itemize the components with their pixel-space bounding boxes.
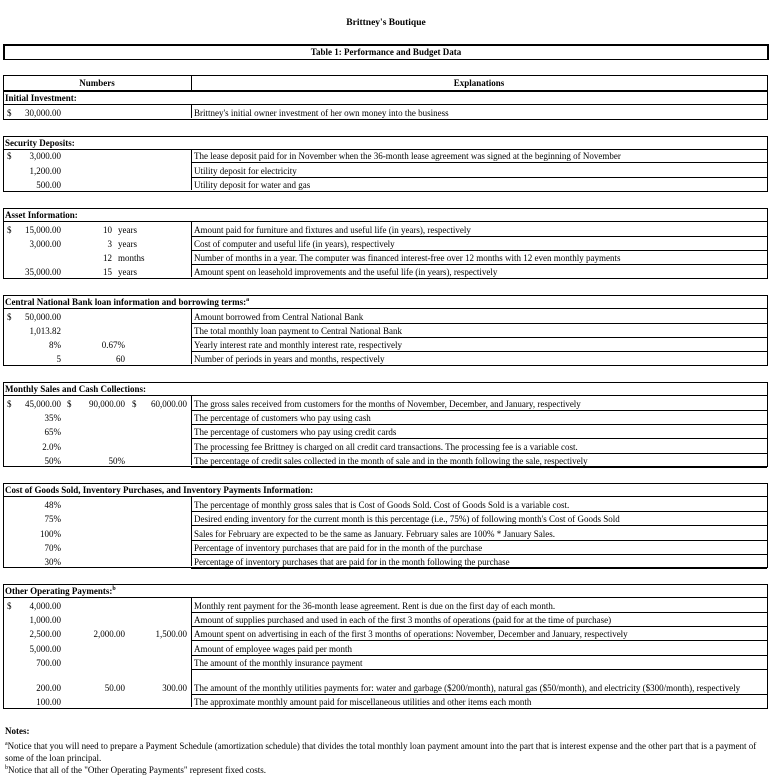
note-a <box>5 738 760 764</box>
asset-heading-text: Asset Information: <box>5 210 78 220</box>
other-value-1: 200.00 <box>36 683 61 693</box>
cogs-value-1: 70% <box>44 543 61 553</box>
note-b <box>5 765 266 775</box>
sales-row-rule <box>191 467 767 468</box>
security-value-1: 3,000.00 <box>29 151 61 161</box>
initial-heading-text: Initial Investment: <box>5 93 77 103</box>
security-value-1: 500.00 <box>36 180 61 190</box>
cogs-row-rule <box>191 554 767 555</box>
initial-explanation: Brittney's initial owner investment of her own money into the business <box>194 108 449 118</box>
sales-heading-rule <box>3 395 767 396</box>
other-value-1: 5,000.00 <box>29 644 61 654</box>
asset-unit: years <box>118 267 137 277</box>
cogs-explanation: Percentage of inventory purchases that are paid for in the month following the purchase <box>194 557 510 567</box>
asset-value-1: 35,000.00 <box>25 267 61 277</box>
other-explanation: The amount of the monthly insurance payment <box>194 658 363 668</box>
sales-value-2: 50% <box>108 456 125 466</box>
security-section <box>3 136 768 192</box>
initial-divider <box>191 104 192 118</box>
loan-value-1: 5 <box>56 354 61 364</box>
asset-unit: years <box>118 225 137 235</box>
note-a-text: Notice that you will need to prepare a Payment Schedule (amortization schedule) that divides the total monthly loan payment amount into the part that is interest expense and the other part that is a payment of some of the loan principal. <box>5 741 757 763</box>
note-b-mark: b <box>5 765 8 771</box>
asset-value-1: 3,000.00 <box>29 239 61 249</box>
cogs-row-rule <box>191 540 767 541</box>
other-value-2: 2,000.00 <box>93 629 125 639</box>
table-title: Table 1: Performance and Budget Data <box>310 47 462 57</box>
sales-row-rule <box>191 424 767 425</box>
other-row-rule <box>191 626 767 627</box>
security-value-1: 1,200.00 <box>29 166 61 176</box>
sales-value-2: 90,000.00 <box>89 399 125 409</box>
asset-value-1: 15,000.00 <box>25 225 61 235</box>
asset-value-2: 10 <box>103 225 112 235</box>
other-explanation: Amount of employee wages paid per month <box>194 644 352 654</box>
other-heading-rule <box>3 597 767 598</box>
initial-row-rule <box>191 119 767 120</box>
other-row-rule <box>191 612 767 613</box>
security-divider <box>191 149 192 190</box>
other-value-1: 4,000.00 <box>29 601 61 611</box>
loan-divider <box>191 308 192 364</box>
asset-heading <box>5 210 78 220</box>
sales-value-3: 60,000.00 <box>151 399 187 409</box>
security-explanation: The lease deposit paid for in November when the 36-month lease agreement was signed at the beginning of November <box>194 151 621 161</box>
asset-explanation: Amount paid for furniture and fixtures and useful life (in years), respectively <box>194 225 471 235</box>
other-value-1: 100.00 <box>36 697 61 707</box>
asset-heading-rule <box>3 221 767 222</box>
sales-explanation: The gross sales received from customers for the months of November, December, and January, respectively <box>194 399 581 409</box>
loan-explanation: Number of periods in years and months, respectively <box>194 354 385 364</box>
cogs-value-1: 30% <box>44 557 61 567</box>
security-row-rule <box>191 177 767 178</box>
dollar-sign: $ <box>7 399 12 409</box>
loan-explanation: Amount borrowed from Central National Bank <box>194 312 364 322</box>
initial-heading-rule <box>3 104 767 105</box>
other-value-1: 2,500.00 <box>29 629 61 639</box>
sales-row-rule <box>191 453 767 454</box>
sales-value-1: 35% <box>44 413 61 423</box>
dollar-sign: $ <box>7 151 12 161</box>
security-heading <box>5 138 75 148</box>
header-explanations: Explanations <box>453 78 505 88</box>
other-row-rule <box>191 708 767 709</box>
loan-value-2: 60 <box>116 354 125 364</box>
asset-explanation: Amount spent on leasehold improvements and the useful life (in years), respectively <box>194 267 498 277</box>
other-value-1: 1,000.00 <box>29 615 61 625</box>
dollar-sign: $ <box>67 399 72 409</box>
note-a-mark: a <box>5 741 8 747</box>
other-heading-text: Other Operating Payments: <box>5 586 113 596</box>
cogs-row-rule <box>191 568 767 569</box>
initial-value-1: 30,000.00 <box>25 108 61 118</box>
loan-heading-text: Central National Bank loan information and borrowing terms: <box>5 297 247 307</box>
asset-explanation: Cost of computer and useful life (in years), respectively <box>194 239 395 249</box>
cogs-row-rule <box>191 511 767 512</box>
sales-divider <box>191 395 192 465</box>
dollar-sign: $ <box>7 108 12 118</box>
notes-heading: Notes: <box>5 726 30 736</box>
loan-heading-footnote-mark: a <box>246 297 250 303</box>
loan-value-1: 8% <box>49 340 61 350</box>
asset-unit: years <box>118 239 137 249</box>
cogs-value-1: 75% <box>44 514 61 524</box>
cogs-explanation: Desired ending inventory for the current month is this percentage (i.e., 75%) of following month's Cost of Goods Sold <box>194 514 620 524</box>
asset-row-rule <box>191 250 767 251</box>
asset-row-rule <box>191 278 767 279</box>
other-value-1: 700.00 <box>36 658 61 668</box>
loan-explanation: Yearly interest rate and monthly interest rate, respectively <box>194 340 403 350</box>
loan-value-2: 0.67% <box>101 340 125 350</box>
asset-explanation: Number of months in a year. The computer was financed interest-free over 12 months with 12 even monthly payments <box>194 253 621 263</box>
other-explanation: Monthly rent payment for the 36-month lease agreement. Rent is due on the first day of each month. <box>194 601 556 611</box>
asset-value-2: 3 <box>107 239 112 249</box>
other-explanation: The approximate monthly amount paid for miscellaneous utilities and other items each month <box>194 697 532 707</box>
other-value-2: 50.00 <box>104 683 125 693</box>
loan-row-rule <box>191 351 767 352</box>
sales-explanation: The percentage of customers who pay using credit cards <box>194 427 397 437</box>
loan-value-1: 1,013.82 <box>29 326 61 336</box>
loan-value-1: 50,000.00 <box>25 312 61 322</box>
other-heading <box>5 586 116 596</box>
cogs-explanation: The percentage of monthly gross sales that is Cost of Goods Sold. Cost of Goods Sold is a variable cost. <box>194 500 570 510</box>
sales-value-1: 50% <box>44 456 61 466</box>
security-heading-text: Security Deposits: <box>5 138 75 148</box>
asset-divider <box>191 221 192 277</box>
loan-heading-rule <box>3 308 767 309</box>
security-explanation: Utility deposit for electricity <box>194 166 297 176</box>
other-row-rule <box>191 669 767 670</box>
other-row-rule <box>191 694 767 695</box>
sales-value-1: 65% <box>44 427 61 437</box>
dollar-sign: $ <box>7 225 12 235</box>
loan-explanation: The total monthly loan payment to Central National Bank <box>194 326 402 336</box>
loan-row-rule <box>191 323 767 324</box>
other-explanation: Amount spent on advertising in each of the first 3 months of operations: November, December and January, respectively <box>194 629 628 639</box>
dollar-sign: $ <box>7 601 12 611</box>
security-explanation: Utility deposit for water and gas <box>194 180 311 190</box>
sales-row-rule <box>191 438 767 439</box>
dollar-sign: $ <box>132 399 137 409</box>
header-numbers: Numbers <box>79 78 115 88</box>
note-b-text: Notice that all of the "Other Operating Payments" represent fixed costs. <box>8 765 267 775</box>
cogs-value-1: 100% <box>40 529 61 539</box>
cogs-row-rule <box>191 525 767 526</box>
sales-heading-text: Monthly Sales and Cash Collections: <box>5 384 147 394</box>
document-title: Brittney's Boutique <box>346 18 426 28</box>
initial-heading <box>5 93 77 103</box>
sales-explanation: The processing fee Brittney is charged on all credit card transactions. The processing fee is a variable cost. <box>194 442 578 452</box>
asset-row-rule <box>191 264 767 265</box>
cogs-explanation: Sales for February are expected to be the same as January. February sales are 100% * January Sales. <box>194 529 556 539</box>
other-value-3: 1,500.00 <box>155 629 187 639</box>
asset-value-2: 12 <box>103 253 112 263</box>
security-row-rule <box>191 191 767 192</box>
security-row-rule <box>191 162 767 163</box>
dollar-sign: $ <box>7 312 12 322</box>
sales-explanation: The percentage of customers who pay using cash <box>194 413 371 423</box>
loan-row-rule <box>191 365 767 366</box>
other-explanation: Amount of supplies purchased and used in each of the first 3 months of operations (paid for at the time of purchase) <box>194 615 612 625</box>
cogs-heading-text: Cost of Goods Sold, Inventory Purchases, and Inventory Payments Information: <box>5 485 314 495</box>
asset-unit: months <box>118 253 145 263</box>
sales-heading <box>5 384 146 394</box>
other-divider <box>191 597 192 707</box>
sales-value-1: 2.0% <box>42 442 61 452</box>
sales-explanation: The percentage of credit sales collected in the month of sale and in the month following the sale, respectively <box>194 456 588 466</box>
sales-value-1: 45,000.00 <box>25 399 61 409</box>
security-heading-rule <box>3 149 767 150</box>
asset-row-rule <box>191 236 767 237</box>
cogs-heading-rule <box>3 496 767 497</box>
sales-row-rule <box>191 410 767 411</box>
cogs-explanation: Percentage of inventory purchases that are paid for in the month of the purchase <box>194 543 483 553</box>
other-row-rule <box>191 640 767 641</box>
other-heading-footnote-mark: b <box>112 586 116 592</box>
other-row-rule <box>191 655 767 656</box>
other-explanation: The amount of the monthly utilities payments for: water and garbage ($200/month), natural gas ($50/month), and electricity ($300/month), respectively <box>194 683 741 693</box>
loan-row-rule <box>191 337 767 338</box>
other-value-3: 300.00 <box>162 683 187 693</box>
cogs-value-1: 48% <box>44 500 61 510</box>
cogs-divider <box>191 496 192 566</box>
cogs-heading <box>5 485 313 495</box>
loan-heading <box>5 297 249 307</box>
asset-value-2: 15 <box>103 267 112 277</box>
